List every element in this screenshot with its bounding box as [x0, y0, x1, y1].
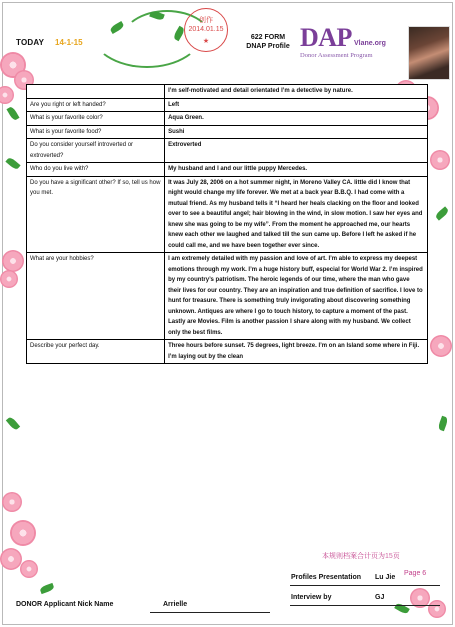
- answer-cell: It was July 28, 2006 on a hot summer night, in Moreno Valley CA. little did I know that night would change my life forever. We met at a back year B.B.Q. I had come with a mutual friend. As my husband tells it “I heard her heals clacking on the floor and looked over to see a beautiful angel; hair blowing in the wind, in slow motion. I saw her eyes and knew she was going to be my wife”. From the moment he approached me, our hearts knew each other we laughed and talked till the sun came up. Before I left he asked if he could call me, and we have been together ever since.: [165, 176, 428, 253]
- interview-by-label: Interview by: [291, 594, 332, 601]
- answer-cell: I’m self-motivated and detail orientated I’m a detective by nature.: [165, 85, 428, 99]
- table-row: [27, 340, 428, 364]
- form-title-line1: 622 FORM: [250, 34, 286, 41]
- table-row: [27, 112, 428, 126]
- table-row: [27, 253, 428, 340]
- form-title: [236, 33, 300, 51]
- table-row: [27, 163, 428, 177]
- page-count-note: [322, 551, 400, 561]
- page-count-number: 15: [385, 553, 393, 560]
- question-cell: Who do you live with?: [27, 163, 165, 177]
- interview-by-value: GJ: [375, 594, 385, 601]
- dap-logo: DAP: [300, 23, 352, 52]
- dap-logo-tagline: Donor Assessment Program: [300, 52, 373, 59]
- stamp-date: 2014.01.15: [188, 26, 224, 33]
- question-cell: What are your hobbies?: [27, 253, 165, 340]
- page-number: Page 6: [404, 570, 427, 577]
- question-cell: What is your favorite food?: [27, 125, 165, 139]
- interview-by-line: [290, 605, 440, 606]
- profile-table: [26, 84, 428, 364]
- question-cell: [27, 85, 165, 99]
- question-cell: Are you right or left handed?: [27, 98, 165, 112]
- profiles-presentation-label: Profiles Presentation: [291, 574, 362, 581]
- profiles-presentation-line: [290, 585, 440, 586]
- table-row: [27, 139, 428, 163]
- today-label: TODAY: [16, 38, 45, 47]
- stamp-star-icon: ★: [202, 38, 210, 45]
- answer-cell: Aqua Green.: [165, 112, 428, 126]
- dap-logo-suffix: Vlane.org: [354, 40, 386, 47]
- form-title-line2: DNAP Profile: [246, 43, 290, 50]
- table-row: [27, 125, 428, 139]
- applicant-nickname-value: Arrielle: [163, 601, 188, 608]
- question-cell: What is your favorite color?: [27, 112, 165, 126]
- answer-cell: Extroverted: [165, 139, 428, 163]
- question-cell: Do you have a significant other? If so, tell us how you met.: [27, 176, 165, 253]
- table-row: [27, 176, 428, 253]
- question-cell: Describe your perfect day.: [27, 340, 165, 364]
- answer-cell: I am extremely detailed with my passion and love of art. I’m able to express my deepest emotions through my work. I’m a huge history buff, especial for World War 2. I’m inspired by my country’s patriotism. The heroic legends of our time, where the man who gave their lives for our country. They are an inspiration and true definition of sacrifice. I love to hunt for treasure. There is something truly invigorating about discovering something unknown. Antiques are where I go to touch history, to capture a moment of the past. Lastly are Movies. Film is another passion I share along with my husband. We collect only the best films.: [165, 253, 428, 340]
- table-row: [27, 85, 428, 99]
- answer-cell: My husband and I and our little puppy Mercedes.: [165, 163, 428, 177]
- red-seal-stamp: [184, 8, 228, 52]
- answer-cell: Sushi: [165, 125, 428, 139]
- applicant-nickname-label: DONOR Applicant Nick Name: [16, 601, 114, 608]
- stamp-top-text: 创作: [199, 17, 213, 24]
- donor-photo: [408, 26, 450, 80]
- page-count-unit: 页: [392, 553, 400, 560]
- page-count-text: 本规则档案合计页为: [322, 553, 385, 560]
- profiles-presentation-value: Lu Jie: [375, 574, 396, 581]
- today-date: 14-1-15: [55, 38, 83, 47]
- table-row: [27, 98, 428, 112]
- question-cell: Do you consider yourself introverted or extroverted?: [27, 139, 165, 163]
- answer-cell: Left: [165, 98, 428, 112]
- answer-cell: Three hours before sunset. 75 degrees, light breeze. I’m on an Island some where in Fiji. I’m laying out by the clean: [165, 340, 428, 364]
- applicant-nickname-line: [150, 612, 270, 613]
